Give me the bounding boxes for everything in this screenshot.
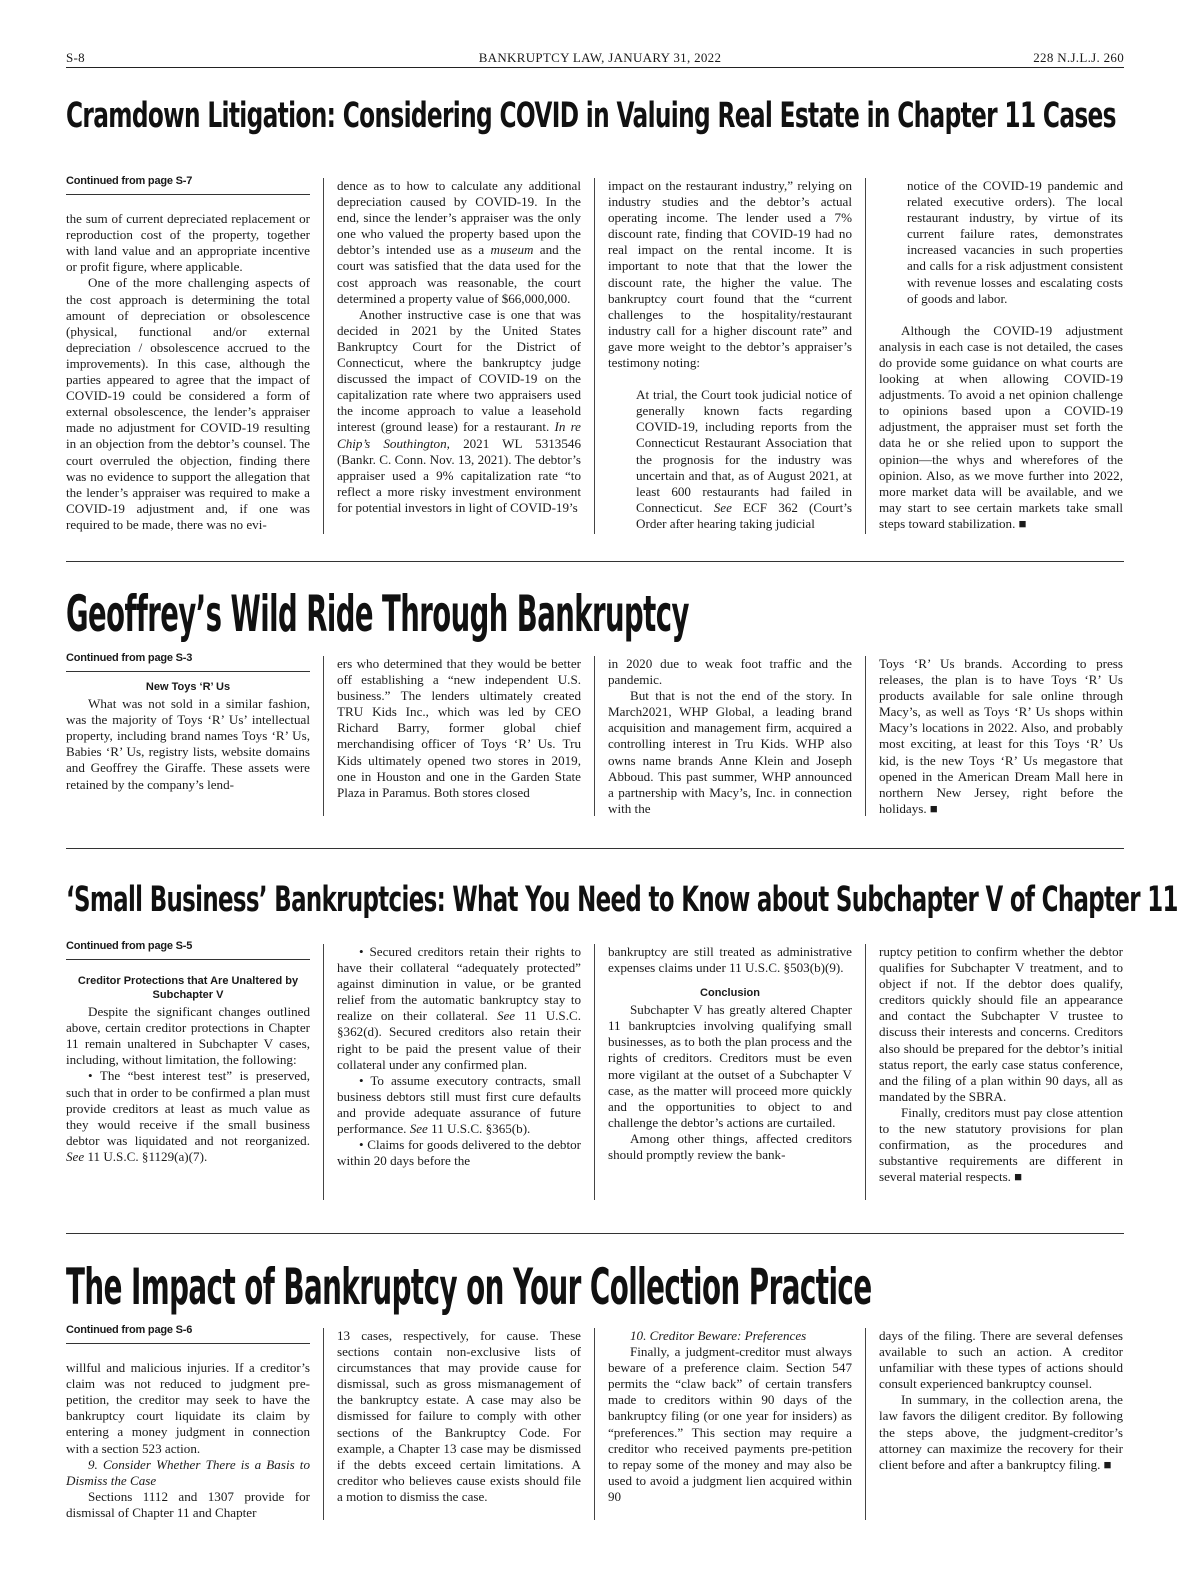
column-divider: [865, 944, 866, 1200]
article-column: [879, 944, 1123, 1185]
article-column: [337, 178, 581, 516]
column-divider: [323, 656, 324, 816]
column-divider: [594, 944, 595, 1200]
article-column: [879, 178, 1123, 532]
block-quote: At trial, the Court took judicial notice of generally known facts regarding COVID-19, including reports from the Connecticut Restaurant Association that the prognosis for the industry was uncertain and that, as of August 2021, at least 600 restaurants had failed in Connecticut. See ECF 362 (Court’s Order after hearing taking judicial: [636, 387, 852, 531]
article-column: [337, 1328, 581, 1505]
article-column: [608, 1328, 852, 1505]
paragraph: impact on the restaurant industry,” relying on industry studies and the debtor’s actual operating income. The lender used a 7% discount rate, finding that COVID-19 had no real impact on the rental income. It is important to note that that the lower the discount rate, the higher the value. The bankruptcy court found that the “current challenges to the hospitality/restaurant industry call for a higher discount rate” and gave more weight to the debtor’s appraiser’s testimony noting:: [608, 178, 852, 371]
header-rule: [66, 67, 1124, 68]
column-divider: [323, 178, 324, 534]
article-column: [66, 1322, 310, 1521]
paragraph: What was not sold in a similar fashion, was the majority of Toys ‘R’ Us’ intellectual property, including brand names Toys ‘R’ Us, Babies ‘R’ Us, registry lists, website domains and Geoffrey the Giraffe. These assets were retained by the company’s lend-: [66, 696, 310, 792]
article-column: [608, 178, 852, 532]
page-number: S-8: [66, 50, 85, 65]
paragraph: One of the more challenging aspects of the cost approach is determining the total amount of depreciation or obsolescence (physical, functional and/or external depreciation / obsolescence accrued to the improvements). In this case, although the parties appeared to agree that the impact of COVID-19 could be considered a form of external obsolescence, the lender’s appraiser made no adjustment for COVID-19 resulting in an objection from the debtor’s counsel. The court overruled the objection, finding there was no evidence to support the allegation that the lender’s appraiser was required to make a COVID-19 adjustment and, if one was required to be made, there was no evi-: [66, 275, 310, 532]
column-divider: [323, 1328, 324, 1520]
subheading: Conclusion: [700, 987, 760, 1000]
paragraph: days of the filing. There are several defenses available to such an action. A creditor unfamiliar with these types of actions should consult experienced bankruptcy counsel.: [879, 1328, 1123, 1392]
paragraph: Finally, a judgment-creditor must always beware of a preference claim. Section 547 permits the “claw back” of certain transfers made to creditors within 90 days of the bankruptcy filing (or one year for insiders) as “preferences.” This section may require a creditor who received payments pre-petition to repay some of the money and may also be used to avoid a judgment lien acquired within 90: [608, 1344, 852, 1504]
column-divider: [594, 656, 595, 816]
section-rule: [66, 1233, 1124, 1234]
article-column: [879, 656, 1123, 817]
continued-from: Continued from page S-5: [66, 938, 310, 960]
article-column: [337, 944, 581, 1169]
continued-from: Continued from page S-7: [66, 173, 310, 195]
paragraph: But that is not the end of the story. In March2021, WHP Global, a leading brand acquisition and management firm, acquired a controlling interest in Tru Kids. WHP also owns name brands Anne Klein and Joseph Abboud. This past summer, WHP announced a partnership with Macy’s, Inc. in connection with the: [608, 688, 852, 816]
section-rule: [66, 561, 1124, 562]
article-column: [66, 650, 310, 793]
paragraph: Subchapter V has greatly altered Chapter 11 bankruptcies involving qualifying small businesses, as to both the plan process and the rights of creditors. Creditors must be even more vigilant at the outset of a Subchapter V case, as the matter will proceed more quickly and the opportunities to object to and challenge the debtor’s actions are curtailed.: [608, 1002, 852, 1130]
paragraph: bankruptcy are still treated as administrative expenses claims under 11 U.S.C. §503(b)(9).: [608, 944, 852, 976]
block-quote: notice of the COVID-19 pandemic and related executive orders). The local restaurant industry, by virtue of its current failure rates, demonstrates increased vacancies in such properties and calls for a risk adjustment consistent with revenue losses and escalating costs of goods and labor.: [907, 178, 1123, 306]
article-title: The Impact of Bankruptcy on Your Collection Practice: [66, 1258, 872, 1316]
paragraph: • Secured creditors retain their rights to have their collateral “adequately protected” against diminution in value, or be granted relief from the automatic bankruptcy stay to realize on their collateral. See 11 U.S.C. §362(d). Secured creditors also retain their right to be paid the present value of their collateral under any confirmed plan.: [337, 944, 581, 1072]
article-title: ‘Small Business’ Bankruptcies: What You Need to Know about Subchapter V of Chapter 11: [66, 880, 1178, 920]
column-divider: [594, 1328, 595, 1520]
paragraph: Sections 1112 and 1307 provide for dismissal of Chapter 11 and Chapter: [66, 1488, 310, 1520]
article-column: [66, 173, 310, 533]
paragraph: ers who determined that they would be better off establishing a “new independent U.S. business.” The lenders ultimately created TRU Kids Inc., which was led by CEO Richard Barry, former global chief merchandising officer of Toys ‘R’ Us. Tru Kids ultimately opened two stores in 2019, one in Houston and one in the Garden State Plaza in Paramus. Both stores closed: [337, 656, 581, 800]
paragraph: • The “best interest test” is preserved, such that in order to be confirmed a plan must provide creditors at least as much value as they would receive if the small business debtor was liquidated and not reorganized. See 11 U.S.C. §1129(a)(7).: [66, 1068, 310, 1164]
article-column: [879, 1328, 1123, 1473]
paragraph: Although the COVID-19 adjustment analysis in each case is not detailed, the cases do provide some guidance on what courts are looking at when allowing COVID-19 adjustments. To avoid a net opinion challenge to opinions based upon a COVID-19 adjustment, the appraiser must set forth the data he or she relied upon to support the opinion—the whys and wherefores of the opinion. Also, as we move further into 2022, more market data will be available, and we may start to see certain markets take small steps toward stabilization. ■: [879, 322, 1123, 531]
article-column: [608, 656, 852, 817]
paragraph: Toys ‘R’ Us brands. According to press releases, the plan is to have Toys ‘R’ Us products available for sale online through Macy’s, as well as Toys ‘R’ Us shops within Macy’s locations in 2022. Also, and probably most exciting, at least for this Toys ‘R’ Us kid, is the new Toys ‘R’ Us megastore that opened in the American Dream Mall here in northern New Jersey, right before the holidays. ■: [879, 656, 1123, 816]
paragraph: the sum of current depreciated replacement or reproduction cost of the property, together with land value and an appropriate incentive or profit figure, where applicable.: [66, 211, 310, 275]
paragraph: 13 cases, respectively, for cause. These sections contain non-exclusive lists of circumstances that may provide cause for dismissal, such as gross mismanagement of the bankruptcy estate. A case may also be dismissed for failure to comply with other sections of the Bankruptcy Code. For example, a Chapter 13 case may be dismissed if the debts exceed certain limitations. A creditor who believes cause exists should file a motion to dismiss the case.: [337, 1328, 581, 1504]
column-divider: [865, 1328, 866, 1520]
column-divider: [865, 656, 866, 816]
paragraph: Finally, creditors must pay close attention to the new statutory provisions for plan confirmation, as the procedures and substantive requirements are different in several material respects. ■: [879, 1104, 1123, 1185]
journal-citation: 228 N.J.L.J. 260: [1033, 50, 1124, 65]
paragraph: • Claims for goods delivered to the debtor within 20 days before the: [337, 1137, 581, 1169]
paragraph: dence as to how to calculate any additional depreciation caused by COVID-19. In the end, since the lender’s appraiser was the only one who valued the property based upon the debtor’s intended use as a museum and the court was satisfied that the data used for the cost approach was reasonable, the court determined a property value of $66,000,000.: [337, 178, 581, 306]
column-divider: [594, 178, 595, 534]
column-divider: [865, 178, 866, 534]
paragraph: • To assume executory contracts, small business debtors still must first cure defaults and provide adequate assurance of future performance. See 11 U.S.C. §365(b).: [337, 1072, 581, 1137]
paragraph: Among other things, affected creditors should promptly review the bank-: [608, 1130, 852, 1163]
article-title: Geoffrey’s Wild Ride Through Bankruptcy: [66, 585, 689, 643]
paragraph: In summary, in the collection arena, the law favors the diligent creditor. By following the steps above, the judgment-creditor’s attorney can maximize the recovery for their client before and after a bankruptcy filing. ■: [879, 1392, 1123, 1472]
article-column: [337, 656, 581, 801]
section-heading: 10. Creditor Beware: Preferences: [630, 1328, 807, 1343]
subheading: New Toys ‘R’ Us: [145, 681, 231, 694]
running-header-title: BANKRUPTCY LAW, JANUARY 31, 2022: [478, 50, 722, 65]
paragraph: willful and malicious injuries. If a creditor’s claim was not reduced to judgment pre-petition, the creditor may seek to have the bankruptcy court liquidate its claim by entering a money judgment in connection with a section 523 action.: [66, 1360, 310, 1456]
article-title: Cramdown Litigation: Considering COVID in Valuing Real Estate in Chapter 11 Cases: [66, 96, 1116, 136]
article-column: [608, 944, 852, 1163]
paragraph: Despite the significant changes outlined above, certain creditor protections in Chapter 11 remain unaltered in Subchapter V cases, including, without limitation, the following:: [66, 1004, 310, 1068]
continued-from: Continued from page S-3: [66, 650, 310, 672]
paragraph: in 2020 due to weak foot traffic and the pandemic.: [608, 656, 852, 688]
article-column: [66, 938, 310, 1165]
subheading: Creditor Protections that Are Unaltered by Subchapter V: [77, 975, 299, 1002]
section-heading: 9. Consider Whether There is a Basis to Dismiss the Case: [66, 1456, 310, 1488]
paragraph: ruptcy petition to confirm whether the debtor qualifies for Subchapter V treatment, and to object if not. If the debtor does qualify, creditors quickly should file an appearance and contact the Subchapter V trustee to discuss their interests and concerns. Creditors also should be prepared for the debtor’s initial status report, the early case status conference, and the filing of a plan within 90 days, all as mandated by the SBRA.: [879, 944, 1123, 1104]
section-rule: [66, 848, 1124, 849]
column-divider: [323, 944, 324, 1200]
paragraph: Another instructive case is one that was decided in 2021 by the United States Bankruptcy Court for the District of Connecticut, where the bankruptcy judge discussed the impact of COVID-19 on the capitalization rate where two appraisers used the income approach to value a leasehold interest (ground lease) for a restaurant. In re Chip’s Southington, 2021 WL 5313546 (Bankr. C. Conn. Nov. 13, 2021). The debtor’s appraiser used a 9% capitalization rate “to reflect a more risky investment environment for potential investors in light of COVID-19’s: [337, 306, 581, 515]
continued-from: Continued from page S-6: [66, 1322, 310, 1344]
